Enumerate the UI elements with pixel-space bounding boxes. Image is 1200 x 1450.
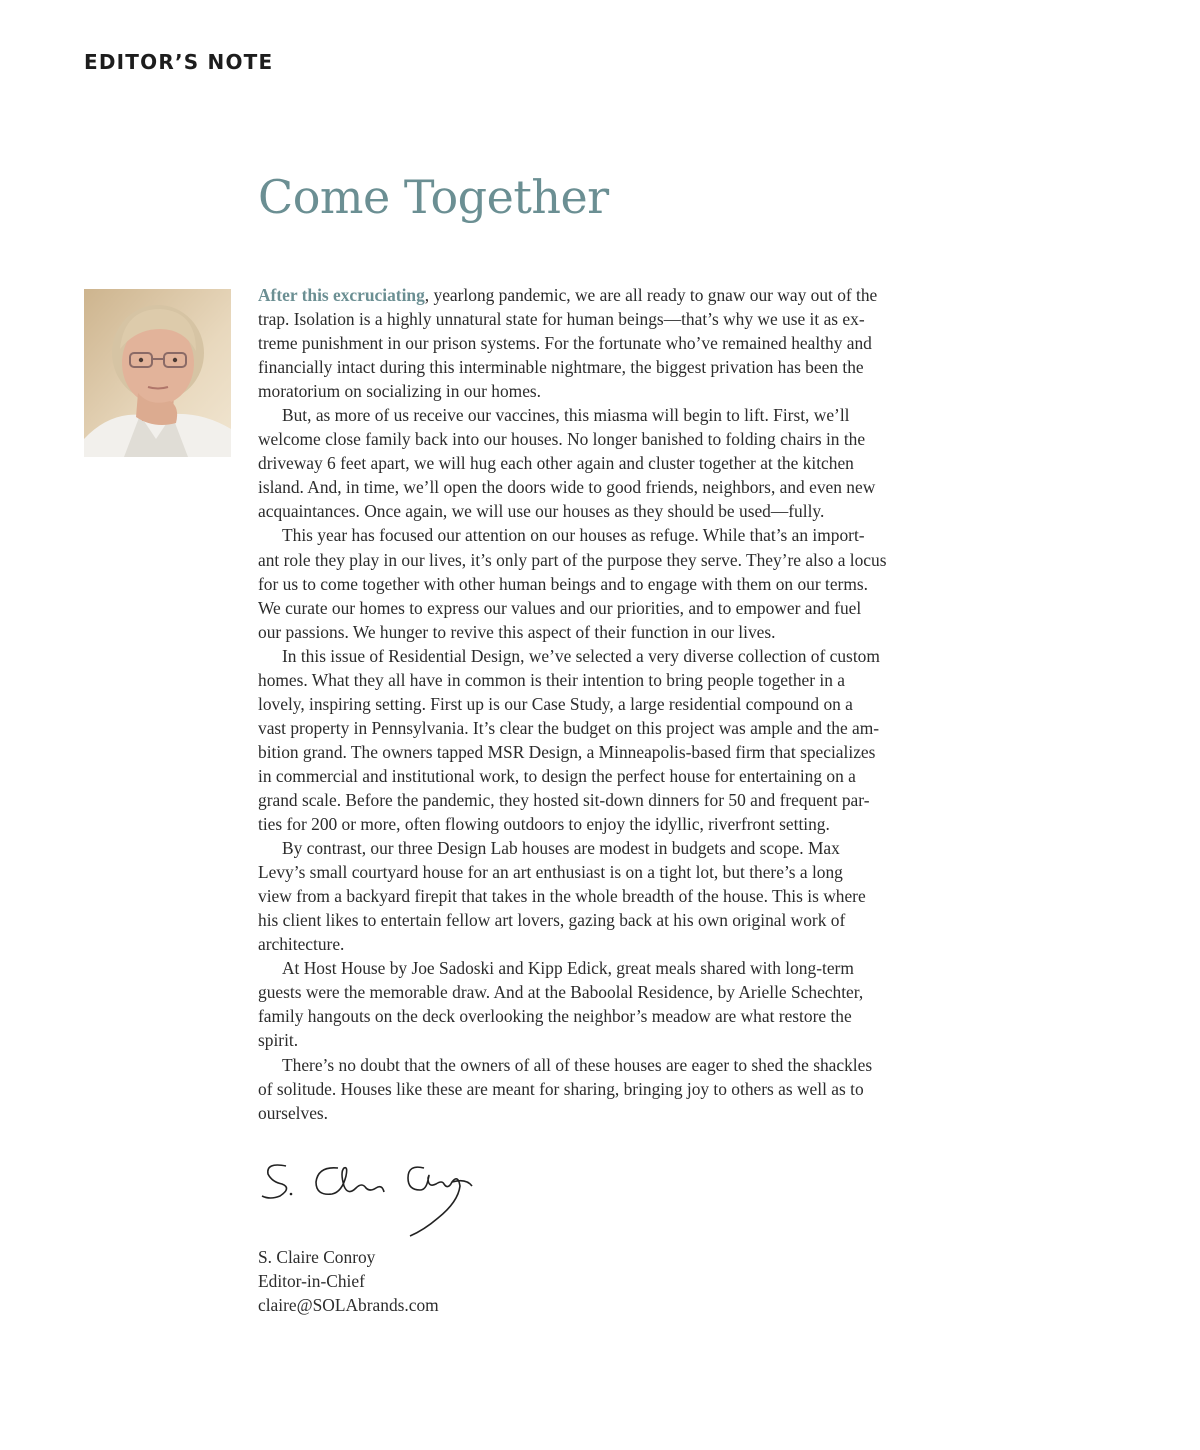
editor-role: Editor-in-Chief (258, 1271, 365, 1292)
body-line: our passions. We hunger to revive this aspect of their function in our lives. (258, 621, 776, 642)
body-line: By contrast, our three Design Lab houses are modest in budgets and scope. Max (282, 838, 840, 859)
body-line-text: , yearlong pandemic, we are all ready to gnaw our way out of the (424, 285, 878, 305)
body-line: ties for 200 or more, often flowing outdoors to enjoy the idyllic, riverfront setting. (258, 814, 830, 835)
body-line: We curate our homes to express our values and our priorities, and to empower and fuel (258, 597, 862, 618)
body-line: trap. Isolation is a highly unnatural state for human beings—that’s why we use it as ex- (258, 309, 865, 330)
body-line: ourselves. (258, 1102, 329, 1123)
body-line: At Host House by Joe Sadoski and Kipp Edick, great meals shared with long-term (282, 958, 854, 979)
body-line: Levy’s small courtyard house for an art enthusiast is on a tight lot, but there’s a long (258, 862, 843, 883)
body-line: ant role they play in our lives, it’s only part of the purpose they serve. They’re also a locus (258, 549, 887, 570)
body-line: for us to come together with other human beings and to engage with them on our terms. (258, 573, 868, 594)
body-line: grand scale. Before the pandemic, they hosted sit-down dinners for 50 and frequent par- (258, 789, 870, 810)
body-line: family hangouts on the deck overlooking the neighbor’s meadow are what restore the (258, 1006, 852, 1027)
lead-in: After this excruciating (258, 285, 425, 305)
editor-portrait (84, 289, 231, 457)
body-line: treme punishment in our prison systems. For the fortunate who’ve remained healthy and (258, 333, 872, 354)
body-line: spirit. (258, 1030, 299, 1051)
signature (258, 1152, 488, 1242)
body-line: island. And, in time, we’ll open the doors wide to good friends, neighbors, and even new (258, 477, 876, 498)
body-line: of solitude. Houses like these are meant for sharing, bringing joy to others as well as to (258, 1078, 864, 1099)
body-line: acquaintances. Once again, we will use our houses as they should be used—fully. (258, 501, 825, 522)
body-line: But, as more of us receive our vaccines, this miasma will begin to lift. First, we’ll (282, 405, 850, 426)
body-line: financially intact during this interminable nightmare, the biggest privation has been the (258, 357, 864, 378)
body-line: In this issue of Residential Design, we’ve selected a very diverse collection of custom (282, 645, 880, 666)
body-line: homes. What they all have in common is their intention to bring people together in a (258, 669, 845, 690)
body-line: bition grand. The owners tapped MSR Design, a Minneapolis-based firm that specializes (258, 741, 876, 762)
body-line (258, 283, 930, 307)
body-line: driveway 6 feet apart, we will hug each other again and cluster together at the kitchen (258, 453, 854, 474)
body-line: lovely, inspiring setting. First up is our Case Study, a large residential compound on a (258, 693, 853, 714)
body-line: welcome close family back into our houses. No longer banished to folding chairs in the (258, 429, 866, 450)
section-label: EDITOR’S NOTE (84, 50, 274, 74)
article-body (258, 283, 930, 1125)
body-line: vast property in Pennsylvania. It’s clear the budget on this project was ample and the am- (258, 717, 880, 738)
body-line: This year has focused our attention on our houses as refuge. While that’s an import- (282, 525, 865, 546)
signoff-block (258, 1245, 439, 1317)
body-line: guests were the memorable draw. And at the Baboolal Residence, by Arielle Schechter, (258, 982, 864, 1003)
body-line: moratorium on socializing in our homes. (258, 381, 542, 402)
body-line: his client likes to entertain fellow art lovers, gazing back at his own original work of (258, 910, 846, 931)
body-line: architecture. (258, 934, 345, 955)
editor-name: S. Claire Conroy (258, 1247, 376, 1267)
body-line: There’s no doubt that the owners of all of these houses are eager to shed the shackles (282, 1054, 873, 1075)
body-line: in commercial and institutional work, to design the perfect house for entertaining on a (258, 765, 856, 786)
editor-email: claire@SOLAbrands.com (258, 1295, 439, 1316)
article-title: Come Together (258, 170, 609, 224)
body-line: view from a backyard firepit that takes in the whole breadth of the house. This is where (258, 886, 866, 907)
